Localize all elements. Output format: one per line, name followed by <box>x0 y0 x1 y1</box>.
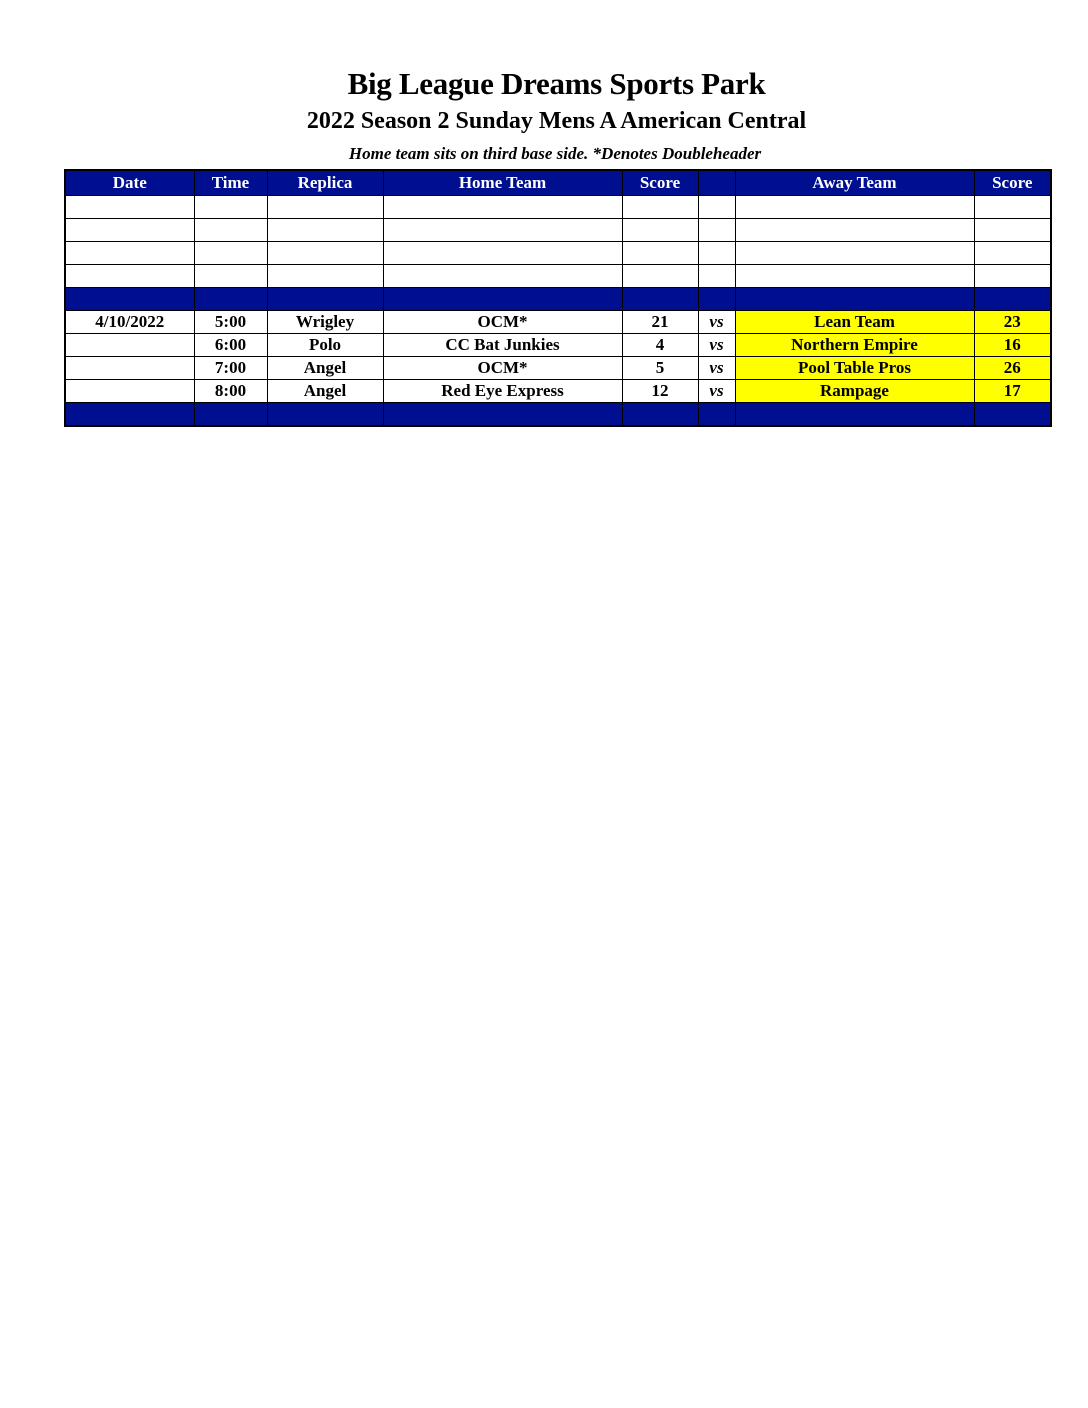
page-subtitle: 2022 Season 2 Sunday Mens A American Central <box>306 108 807 134</box>
empty-cell <box>194 196 267 219</box>
empty-cell <box>622 219 698 242</box>
empty-cell <box>974 265 1051 288</box>
empty-cell <box>735 196 974 219</box>
empty-cell <box>194 219 267 242</box>
away-team: Northern Empire <box>735 334 974 357</box>
band-cell <box>194 403 267 427</box>
empty-cell <box>383 196 622 219</box>
band-cell <box>698 288 735 311</box>
away-score: 16 <box>974 334 1051 357</box>
empty-cell <box>383 219 622 242</box>
empty-cell <box>698 242 735 265</box>
col-header-home-team: Home Team <box>383 170 622 196</box>
band-cell <box>974 403 1051 427</box>
band-cell <box>267 288 383 311</box>
empty-row <box>65 242 1051 265</box>
empty-row <box>65 196 1051 219</box>
band-cell <box>622 403 698 427</box>
away-score: 17 <box>974 380 1051 403</box>
col-header-date: Date <box>65 170 194 196</box>
empty-cell <box>194 265 267 288</box>
empty-cell <box>974 219 1051 242</box>
away-team: Lean Team <box>735 311 974 334</box>
home-score: 4 <box>622 334 698 357</box>
table-header-row <box>65 170 1051 196</box>
game-replica: Wrigley <box>267 311 383 334</box>
home-team: CC Bat Junkies <box>383 334 622 357</box>
empty-cell <box>622 242 698 265</box>
vs-label: vs <box>698 380 735 403</box>
schedule-table <box>64 169 1052 427</box>
empty-cell <box>65 242 194 265</box>
game-time: 6:00 <box>194 334 267 357</box>
empty-cell <box>735 219 974 242</box>
game-replica: Polo <box>267 334 383 357</box>
game-row <box>65 311 1051 334</box>
home-team: Red Eye Express <box>383 380 622 403</box>
empty-cell <box>974 196 1051 219</box>
empty-cell <box>622 265 698 288</box>
page-title: Big League Dreams Sports Park <box>347 66 766 101</box>
empty-cell <box>267 219 383 242</box>
empty-cell <box>698 265 735 288</box>
band-cell <box>735 403 974 427</box>
empty-cell <box>622 196 698 219</box>
empty-row <box>65 265 1051 288</box>
home-score: 21 <box>622 311 698 334</box>
band-cell <box>65 403 194 427</box>
game-row <box>65 334 1051 357</box>
empty-cell <box>65 196 194 219</box>
band-cell <box>194 288 267 311</box>
away-team: Rampage <box>735 380 974 403</box>
empty-row <box>65 219 1051 242</box>
empty-cell <box>65 219 194 242</box>
game-date <box>65 334 194 357</box>
empty-cell <box>974 242 1051 265</box>
band-cell <box>735 288 974 311</box>
game-row <box>65 357 1051 380</box>
game-replica: Angel <box>267 380 383 403</box>
schedule-note: Home team sits on third base side. *Denotes Doubleheader <box>348 144 762 163</box>
col-header-away-team: Away Team <box>735 170 974 196</box>
band-cell <box>383 288 622 311</box>
game-date: 4/10/2022 <box>65 311 194 334</box>
home-team: OCM* <box>383 357 622 380</box>
band-cell <box>383 403 622 427</box>
home-team: OCM* <box>383 311 622 334</box>
game-time: 5:00 <box>194 311 267 334</box>
home-score: 12 <box>622 380 698 403</box>
game-row <box>65 380 1051 403</box>
game-time: 8:00 <box>194 380 267 403</box>
empty-cell <box>267 265 383 288</box>
home-score: 5 <box>622 357 698 380</box>
empty-cell <box>735 242 974 265</box>
game-date <box>65 380 194 403</box>
game-time: 7:00 <box>194 357 267 380</box>
band-cell <box>267 403 383 427</box>
game-replica: Angel <box>267 357 383 380</box>
band-cell <box>974 288 1051 311</box>
away-score: 23 <box>974 311 1051 334</box>
empty-cell <box>194 242 267 265</box>
game-date <box>65 357 194 380</box>
col-header-away-score: Score <box>974 170 1051 196</box>
empty-cell <box>698 219 735 242</box>
vs-label: vs <box>698 357 735 380</box>
col-header-replica: Replica <box>267 170 383 196</box>
empty-cell <box>383 265 622 288</box>
band-cell <box>622 288 698 311</box>
empty-cell <box>698 196 735 219</box>
empty-cell <box>267 242 383 265</box>
band-cell <box>698 403 735 427</box>
vs-label: vs <box>698 334 735 357</box>
away-team: Pool Table Pros <box>735 357 974 380</box>
col-header-time: Time <box>194 170 267 196</box>
empty-cell <box>267 196 383 219</box>
away-score: 26 <box>974 357 1051 380</box>
band-cell <box>65 288 194 311</box>
col-header-home-score: Score <box>622 170 698 196</box>
separator-band <box>65 403 1051 427</box>
vs-label: vs <box>698 311 735 334</box>
empty-cell <box>65 265 194 288</box>
empty-cell <box>735 265 974 288</box>
col-header-vs <box>698 170 735 196</box>
empty-cell <box>383 242 622 265</box>
separator-band <box>65 288 1051 311</box>
